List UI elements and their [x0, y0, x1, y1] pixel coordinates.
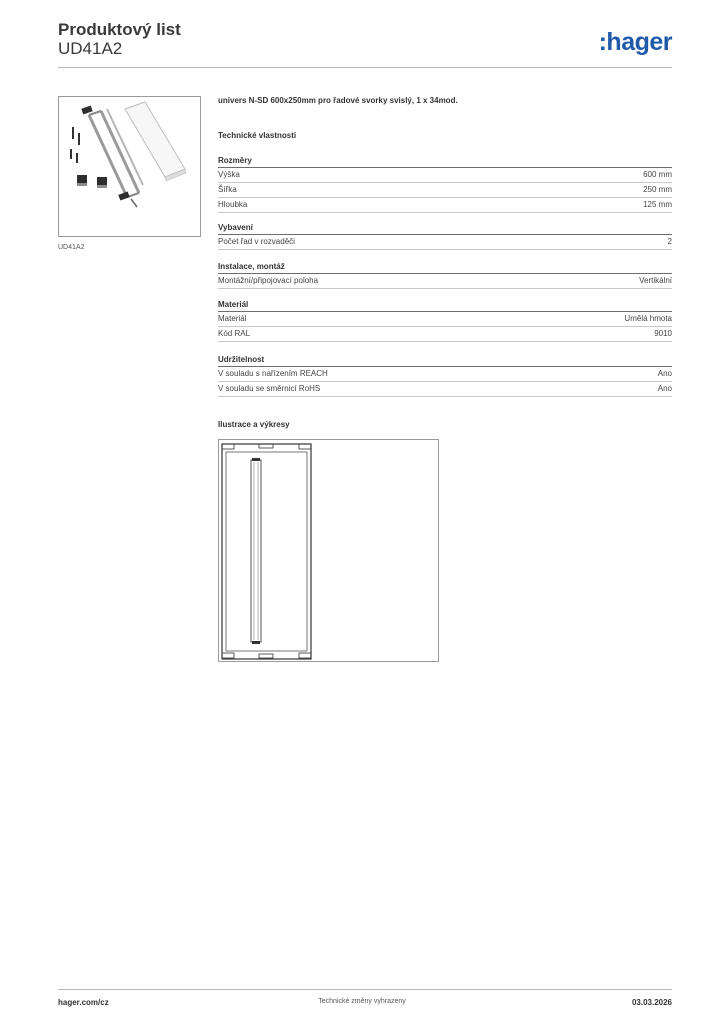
enclosure-front-drawing — [219, 440, 438, 661]
spec-row — [218, 274, 672, 289]
spec-row — [218, 312, 672, 327]
section-title: Rozměry — [218, 155, 672, 168]
page-title: Produktový list — [58, 20, 181, 39]
product-code: UD41A2 — [58, 39, 123, 58]
technical-properties-heading: Technické vlastnosti — [218, 131, 297, 140]
spec-label: Hloubka — [218, 200, 248, 209]
spec-value: Ano — [657, 369, 672, 378]
section-material — [218, 299, 672, 342]
photo-caption: UD41A2 — [58, 244, 85, 251]
hager-logo[interactable]: :hager — [598, 28, 672, 56]
spec-label: Šířka — [218, 185, 237, 194]
section-title: Udržitelnost — [218, 354, 672, 367]
section-title: Materiál — [218, 299, 672, 312]
spec-row — [218, 168, 672, 183]
spec-label: Počet řad v rozvaděči — [218, 237, 295, 246]
spec-value: 125 mm — [643, 200, 672, 209]
spec-row — [218, 382, 672, 397]
spec-row — [218, 367, 672, 382]
spec-label: Kód RAL — [218, 329, 251, 338]
footer-date: 03.03.2026 — [631, 998, 672, 1007]
spec-value: Ano — [657, 384, 672, 393]
spec-label: V souladu s nařízením REACH — [218, 369, 328, 378]
footer-note: Technické změny vyhrazeny — [318, 998, 406, 1005]
section-title: Vybavení — [218, 222, 672, 235]
spec-row — [218, 198, 672, 213]
spec-label: Výška — [218, 170, 240, 179]
section-installation — [218, 261, 672, 289]
illustrations-heading: Ilustrace a výkresy — [218, 420, 290, 429]
spec-value: 9010 — [654, 329, 672, 338]
header-divider — [58, 67, 672, 68]
spec-row — [218, 235, 672, 250]
footer-divider — [58, 989, 672, 990]
technical-drawing — [218, 439, 439, 662]
spec-value: Umělá hmota — [624, 314, 672, 323]
section-sustainability — [218, 354, 672, 397]
spec-label: Materiál — [218, 314, 247, 323]
section-dimensions — [218, 155, 672, 213]
spec-value: Vertikální — [639, 276, 672, 285]
spec-value: 600 mm — [643, 170, 672, 179]
spec-value: 250 mm — [643, 185, 672, 194]
spec-row — [218, 327, 672, 342]
section-equipment — [218, 222, 672, 250]
product-parts-illustration — [59, 97, 200, 236]
footer-website-link[interactable]: hager.com/cz — [58, 998, 109, 1007]
product-photo — [58, 96, 201, 237]
spec-label: Montážní/připojovací poloha — [218, 276, 319, 285]
spec-value: 2 — [667, 237, 672, 246]
section-title: Instalace, montáž — [218, 261, 672, 274]
product-description: univers N-SD 600x250mm pro řadové svorky svislý, 1 x 34mod. — [218, 96, 458, 105]
spec-label: V souladu se směrnicí RoHS — [218, 384, 321, 393]
spec-row — [218, 183, 672, 198]
